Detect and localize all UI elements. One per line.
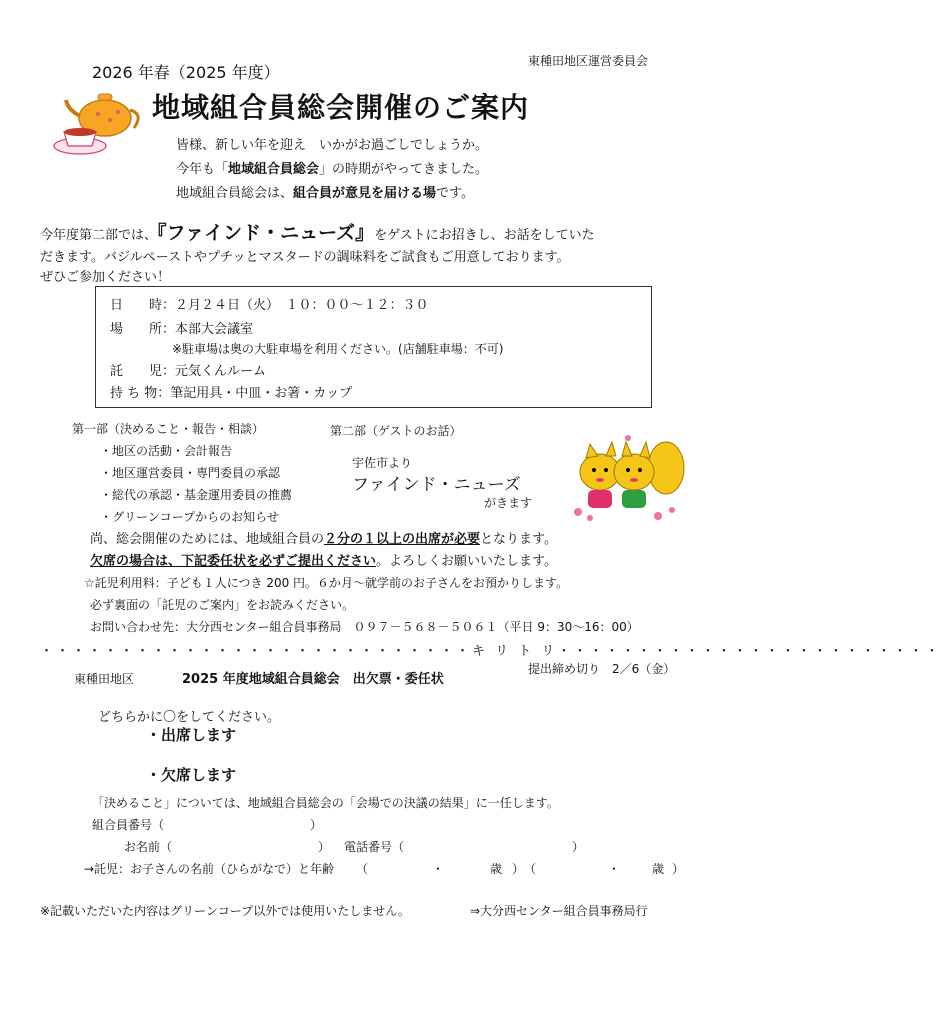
part2-comes: がきます: [484, 496, 533, 510]
form-district: 東種田地区: [74, 672, 135, 686]
absence-note: 欠席の場合は、下記委任状を必ずご提出ください。よろしくお願いいたします。: [90, 554, 557, 569]
child1-close: ）: [512, 862, 525, 876]
back-side-note: 必ず裏面の「託児のご案内」をお読みください。: [90, 598, 355, 612]
season-label: 2026 年春（2025 年度）: [92, 63, 280, 82]
child1-dot: ・: [432, 862, 445, 876]
teapot-icon: [50, 88, 150, 160]
member-number-label: 組合員番号（: [92, 818, 165, 832]
date-row: 日 時：２月２４日（火） １０：００～１２：３０: [110, 298, 429, 313]
parking-note: ※駐車場は奥の大駐車場を利用ください。(店舗駐車場：不可): [172, 342, 504, 356]
intro-line-1: 皆様、新しい年を迎え いかがお過ごしでしょうか。: [176, 138, 489, 153]
form-title: 2025 年度地域組合員総会 出欠票・委任状: [182, 672, 444, 687]
page-title: 地域組合員総会開催のご案内: [152, 91, 530, 124]
guest-paragraph-line-3: ぜひご参加ください！: [40, 270, 171, 285]
contact-info: お問い合わせ先：大分西センター組合員事務局 ０９７－５６８－５０６１（平日 9：30～16：00）: [90, 620, 639, 634]
place-row: 場 所：本部大会議室: [110, 322, 254, 337]
items-row: 持 ち 物：筆記用具・中皿・お箸・カップ: [110, 386, 353, 401]
child2-dot: ・: [608, 862, 621, 876]
part1-item: ・総代の承認・基金運用委員の推薦: [100, 488, 293, 502]
part1-item: ・地区運営委員・専門委員の承認: [100, 466, 281, 480]
part1-item: ・グリーンコープからのお知らせ: [100, 510, 279, 524]
cut-line: ・・・・・・・・・・・・・・・・・・・・・・・・・・・キ リ ト リ・・・・・・・・・・・・・・・・・・・・・・・・: [40, 644, 941, 659]
childcare-fee-note: ☆託児利用料：子ども１人につき 200 円。６か月～就学前のお子さんをお預かりします。: [84, 576, 569, 590]
part1-item: ・地区の活動・会計報告: [100, 444, 233, 458]
child-label: →託児：お子さんの名前（ひらがなで）と年齢: [84, 862, 335, 876]
guest-paragraph-line-2: だきます。バジルペーストやプチッとマスタードの調味料をご試食もご用意しております。: [40, 250, 570, 265]
childcare-row: 託 児：元気くんルーム: [110, 364, 267, 379]
form-instruction: どちらかに〇をしてください。: [98, 710, 281, 725]
quorum-note: 尚、総会開催のためには、地域組合員の２分の１以上の出席が必要となります。: [90, 532, 557, 547]
phone-close: ）: [572, 840, 585, 854]
destination-note: ⇒大分西センター組合員事務局行: [470, 904, 648, 918]
part1-heading: 第一部（決めること・報告・相談）: [72, 422, 265, 436]
name-close: ）: [318, 840, 331, 854]
part2-heading: 第二部（ゲストのお話）: [330, 424, 462, 438]
part2-guest: ファインド・ニューズ: [352, 475, 521, 495]
child1-open: （: [356, 862, 369, 876]
member-number-close: ）: [310, 818, 323, 832]
form-deadline: 提出締め切り 2／6（金）: [528, 662, 676, 676]
absent-option[interactable]: ・欠席します: [146, 766, 237, 784]
child2-close: ）: [672, 862, 685, 876]
name-label: お名前（: [124, 840, 173, 854]
squirrel-mascots-icon: [568, 432, 688, 524]
attend-option[interactable]: ・出席します: [146, 726, 237, 744]
child2-age: 歳: [652, 862, 665, 876]
org-name: 東種田地区運営委員会: [528, 54, 649, 68]
part2-from: 宇佐市より: [352, 456, 413, 470]
intro-line-2: 今年も「地域組合員総会」の時期がやってきました。: [176, 162, 489, 177]
intro-line-3: 地域組合員総会は、組合員が意見を届ける場です。: [176, 186, 474, 201]
phone-label: 電話番号（: [344, 840, 405, 854]
delegation-statement: 「決めること」については、地域組合員総会の「会場での決議の結果」に一任します。: [92, 796, 559, 810]
child1-age: 歳: [490, 862, 503, 876]
child2-open: （: [524, 862, 537, 876]
privacy-note: ※記載いただいた内容はグリーンコープ以外では使用いたしません。: [40, 904, 410, 918]
guest-paragraph-line-1: 今年度第二部では、『ファインド・ニューズ』をゲストにお招きし、お話をしていた: [40, 222, 595, 244]
